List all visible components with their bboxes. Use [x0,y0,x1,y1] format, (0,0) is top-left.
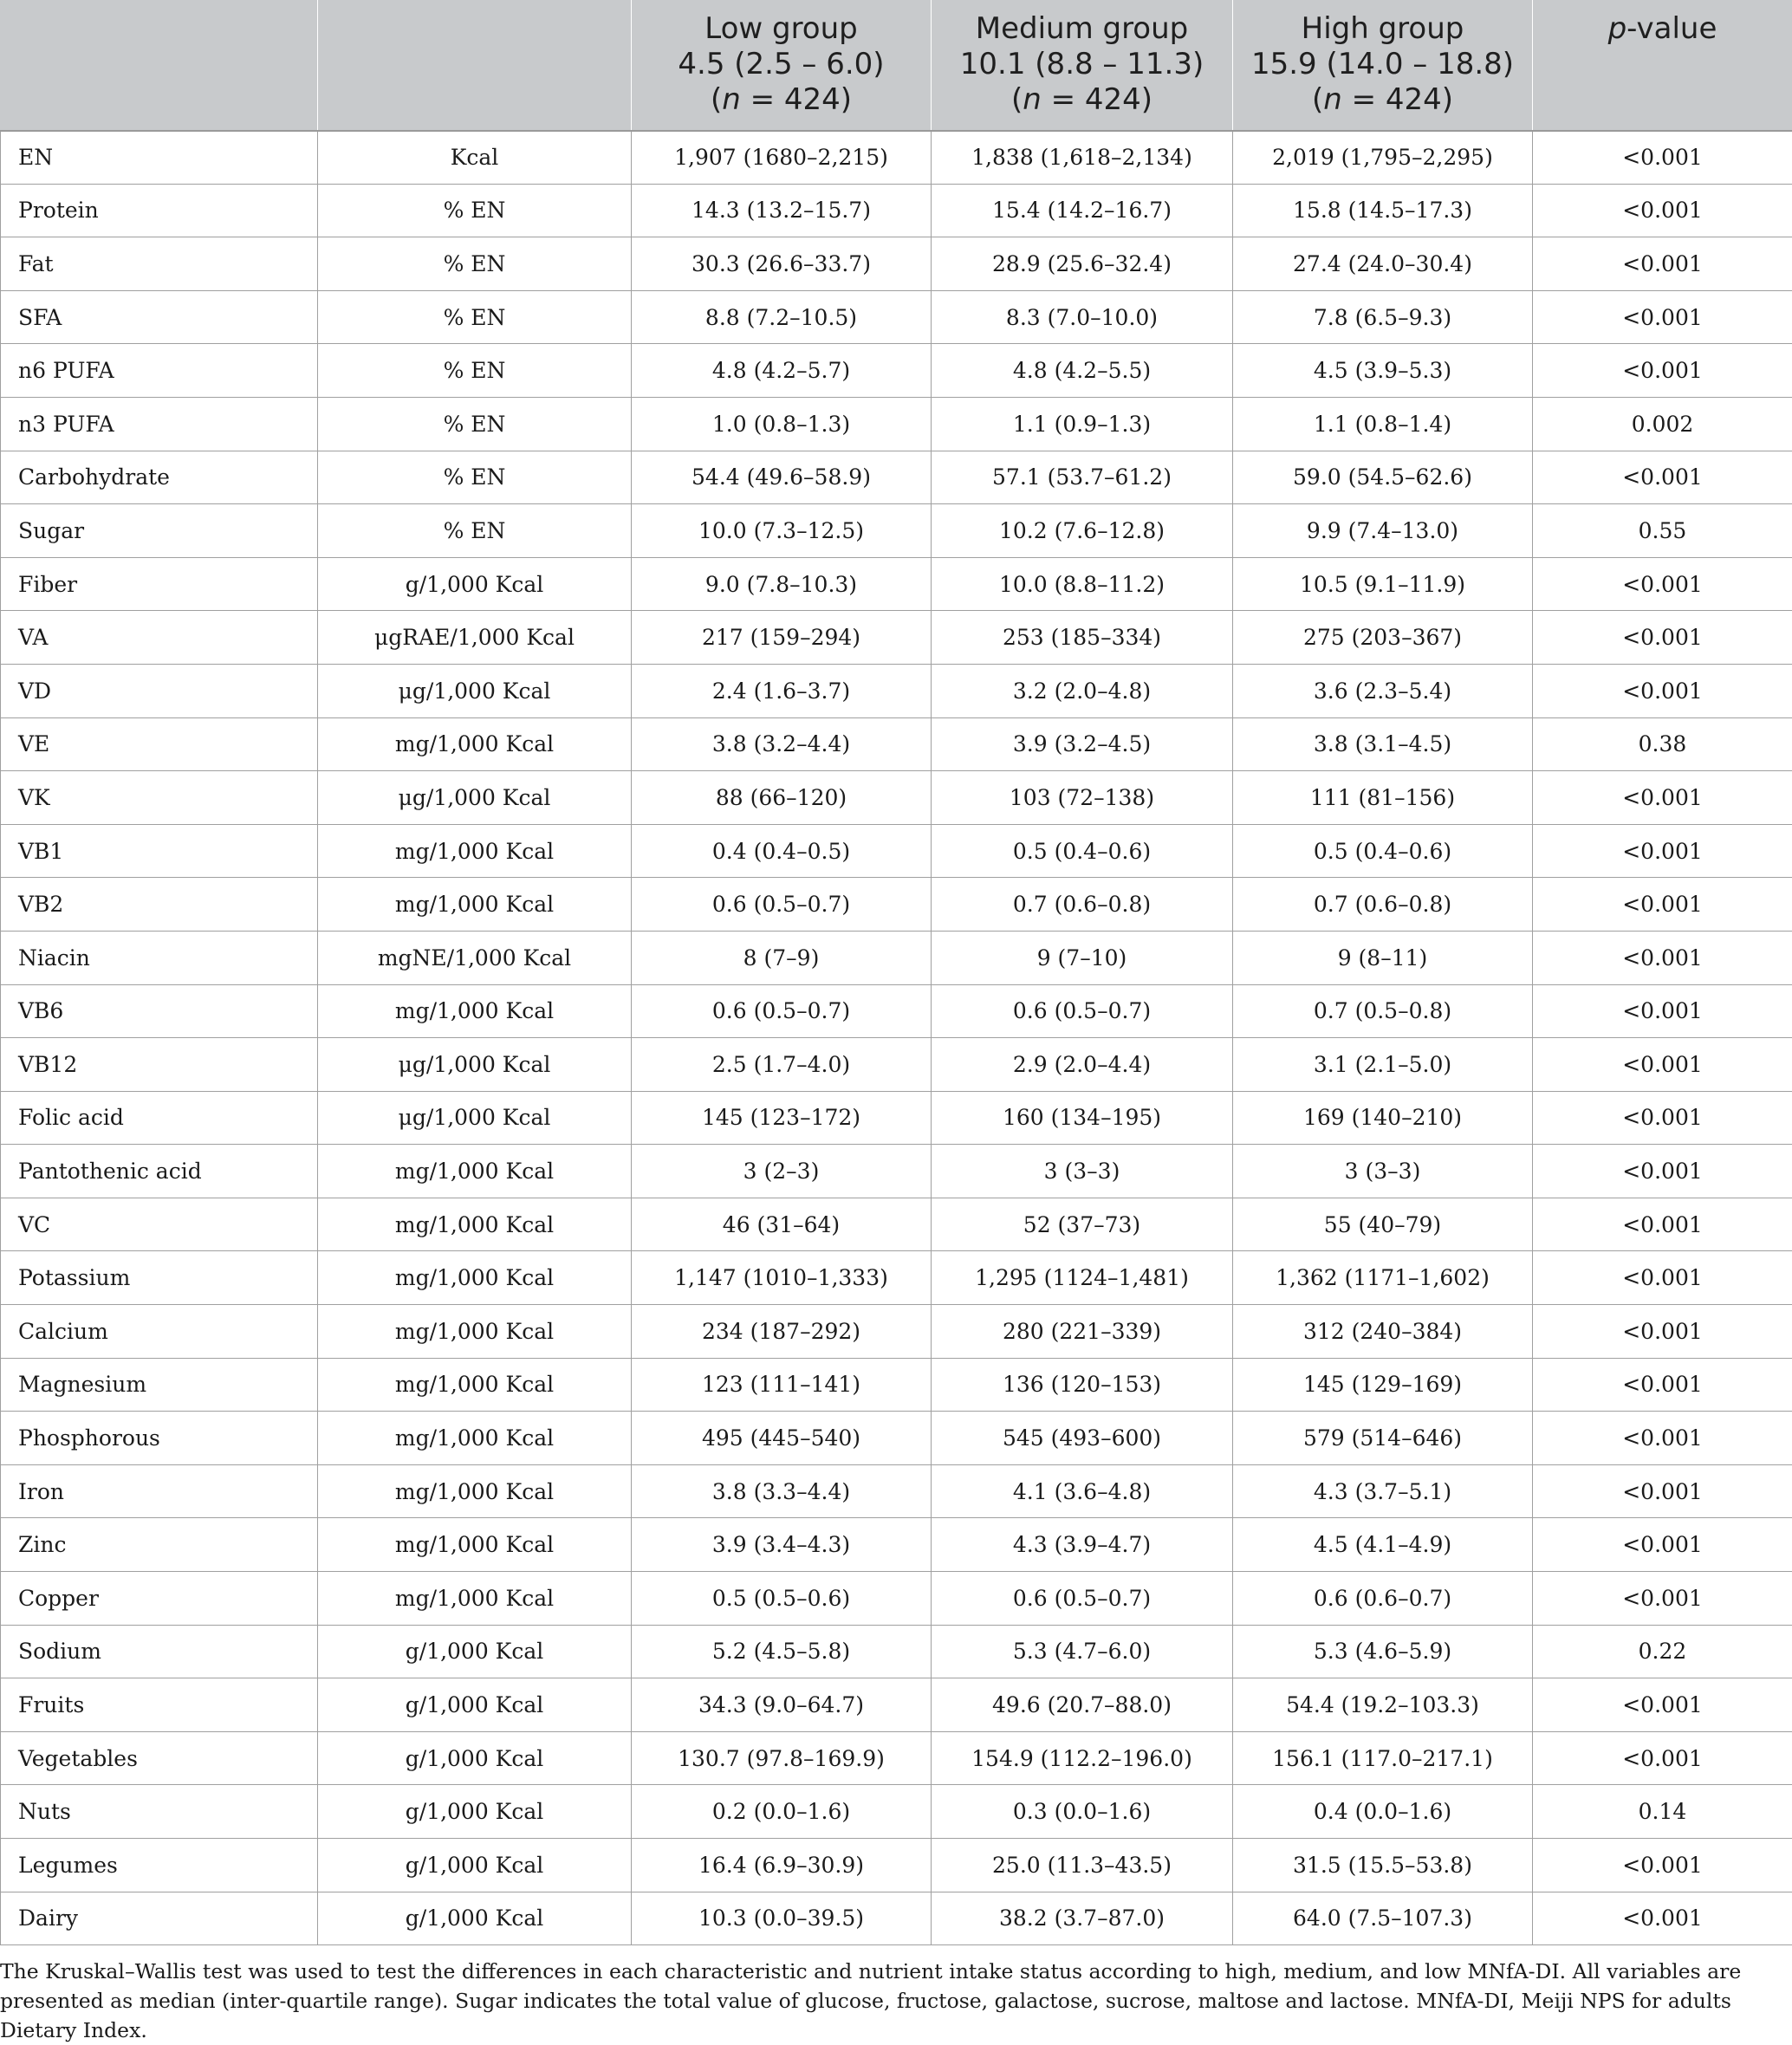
cell-variable: Vegetables [1,1731,318,1785]
cell-unit: mg/1,000 Kcal [318,1358,632,1412]
cell-unit: μgRAE/1,000 Kcal [318,611,632,665]
cell-variable: Phosphorous [1,1412,318,1465]
cell-p-value: <0.001 [1533,664,1792,717]
table-row [1,1038,1792,1092]
cell-high-group: 59.0 (54.5–62.6) [1233,451,1533,504]
cell-medium-group: 0.5 (0.4–0.6) [932,824,1233,878]
cell-p-value: 0.38 [1533,717,1792,771]
cell-p-value: <0.001 [1533,1038,1792,1092]
cell-medium-group: 0.6 (0.5–0.7) [932,1572,1233,1626]
cell-p-value: <0.001 [1533,1464,1792,1518]
cell-low-group: 1.0 (0.8–1.3) [632,397,932,451]
table-row [1,1892,1792,1945]
table-body [1,131,1792,1945]
cell-variable: VK [1,771,318,825]
table-row [1,1839,1792,1892]
cell-medium-group: 5.3 (4.7–6.0) [932,1625,1233,1678]
table-header [1,1,1792,131]
cell-low-group: 8 (7–9) [632,931,932,984]
header-p-value: p-value [1533,1,1792,131]
cell-unit: Kcal [318,131,632,185]
cell-high-group: 4.5 (4.1–4.9) [1233,1518,1533,1572]
cell-high-group: 3.1 (2.1–5.0) [1233,1038,1533,1092]
cell-unit: g/1,000 Kcal [318,1625,632,1678]
cell-high-group: 7.8 (6.5–9.3) [1233,290,1533,344]
cell-low-group: 10.3 (0.0–39.5) [632,1892,932,1945]
cell-p-value: <0.001 [1533,824,1792,878]
cell-variable: VB1 [1,824,318,878]
cell-low-group: 3.8 (3.2–4.4) [632,717,932,771]
table-row [1,1518,1792,1572]
cell-p-value: <0.001 [1533,1145,1792,1198]
cell-medium-group: 1.1 (0.9–1.3) [932,397,1233,451]
header-high-group [1233,1,1533,131]
cell-high-group: 1.1 (0.8–1.4) [1233,397,1533,451]
cell-low-group: 46 (31–64) [632,1198,932,1251]
cell-low-group: 234 (187–292) [632,1305,932,1359]
cell-unit: mg/1,000 Kcal [318,1412,632,1465]
cell-unit: % EN [318,451,632,504]
table-row [1,557,1792,611]
header-unit [318,1,632,131]
cell-p-value: 0.22 [1533,1625,1792,1678]
cell-medium-group: 25.0 (11.3–43.5) [932,1839,1233,1892]
cell-variable: Fat [1,237,318,291]
cell-high-group: 10.5 (9.1–11.9) [1233,557,1533,611]
cell-high-group: 1,362 (1171–1,602) [1233,1251,1533,1305]
cell-p-value: <0.001 [1533,931,1792,984]
cell-variable: Legumes [1,1839,318,1892]
table-row [1,1625,1792,1678]
cell-medium-group: 10.0 (8.8–11.2) [932,557,1233,611]
cell-variable: Calcium [1,1305,318,1359]
header-variable [1,1,318,131]
cell-medium-group: 103 (72–138) [932,771,1233,825]
cell-high-group: 145 (129–169) [1233,1358,1533,1412]
cell-unit: mg/1,000 Kcal [318,878,632,932]
cell-medium-group: 0.7 (0.6–0.8) [932,878,1233,932]
cell-variable: VB6 [1,984,318,1038]
cell-variable: Fruits [1,1678,318,1732]
table-row [1,664,1792,717]
cell-low-group: 3 (2–3) [632,1145,932,1198]
cell-low-group: 3.9 (3.4–4.3) [632,1518,932,1572]
cell-p-value: <0.001 [1533,1572,1792,1626]
cell-low-group: 0.4 (0.4–0.5) [632,824,932,878]
medium-group-name: Medium group [938,11,1225,47]
cell-low-group: 14.3 (13.2–15.7) [632,184,932,237]
table-row [1,717,1792,771]
cell-p-value: <0.001 [1533,451,1792,504]
cell-variable: n3 PUFA [1,397,318,451]
table-row [1,1358,1792,1412]
cell-medium-group: 28.9 (25.6–32.4) [932,237,1233,291]
cell-variable: VD [1,664,318,717]
low-group-name: Low group [639,11,924,47]
table-row [1,771,1792,825]
cell-medium-group: 154.9 (112.2–196.0) [932,1731,1233,1785]
cell-medium-group: 8.3 (7.0–10.0) [932,290,1233,344]
cell-high-group: 27.4 (24.0–30.4) [1233,237,1533,291]
cell-medium-group: 136 (120–153) [932,1358,1233,1412]
high-group-name: High group [1240,11,1525,47]
table-row [1,1464,1792,1518]
cell-medium-group: 52 (37–73) [932,1198,1233,1251]
cell-unit: mg/1,000 Kcal [318,1251,632,1305]
cell-high-group: 312 (240–384) [1233,1305,1533,1359]
cell-low-group: 34.3 (9.0–64.7) [632,1678,932,1732]
cell-variable: VB2 [1,878,318,932]
cell-unit: μg/1,000 Kcal [318,771,632,825]
cell-unit: mg/1,000 Kcal [318,984,632,1038]
cell-low-group: 0.2 (0.0–1.6) [632,1785,932,1839]
table-row [1,931,1792,984]
cell-medium-group: 3.2 (2.0–4.8) [932,664,1233,717]
cell-unit: μg/1,000 Kcal [318,1038,632,1092]
cell-high-group: 579 (514–646) [1233,1412,1533,1465]
cell-medium-group: 280 (221–339) [932,1305,1233,1359]
cell-high-group: 0.7 (0.6–0.8) [1233,878,1533,932]
cell-variable: VB12 [1,1038,318,1092]
cell-high-group: 64.0 (7.5–107.3) [1233,1892,1533,1945]
cell-high-group: 4.3 (3.7–5.1) [1233,1464,1533,1518]
cell-p-value: 0.55 [1533,504,1792,558]
cell-unit: mg/1,000 Kcal [318,1198,632,1251]
cell-variable: Folic acid [1,1091,318,1145]
high-group-range: 15.9 (14.0 – 18.8) [1240,47,1525,82]
cell-variable: n6 PUFA [1,344,318,398]
cell-low-group: 30.3 (26.6–33.7) [632,237,932,291]
cell-variable: Sugar [1,504,318,558]
cell-unit: mg/1,000 Kcal [318,1464,632,1518]
cell-p-value: <0.001 [1533,184,1792,237]
cell-unit: g/1,000 Kcal [318,557,632,611]
medium-group-n: (n = 424) [938,82,1225,118]
cell-unit: mg/1,000 Kcal [318,1305,632,1359]
cell-high-group: 0.4 (0.0–1.6) [1233,1785,1533,1839]
cell-variable: Sodium [1,1625,318,1678]
table-row [1,1731,1792,1785]
cell-p-value: <0.001 [1533,1678,1792,1732]
cell-unit: mg/1,000 Kcal [318,824,632,878]
table-row [1,1785,1792,1839]
cell-medium-group: 15.4 (14.2–16.7) [932,184,1233,237]
cell-high-group: 31.5 (15.5–53.8) [1233,1839,1533,1892]
cell-medium-group: 0.6 (0.5–0.7) [932,984,1233,1038]
cell-high-group: 111 (81–156) [1233,771,1533,825]
cell-p-value: <0.001 [1533,1839,1792,1892]
cell-p-value: <0.001 [1533,1412,1792,1465]
cell-high-group: 0.7 (0.5–0.8) [1233,984,1533,1038]
cell-unit: g/1,000 Kcal [318,1678,632,1732]
cell-medium-group: 160 (134–195) [932,1091,1233,1145]
cell-low-group: 130.7 (97.8–169.9) [632,1731,932,1785]
table-row [1,1572,1792,1626]
cell-medium-group: 4.8 (4.2–5.5) [932,344,1233,398]
cell-unit: g/1,000 Kcal [318,1839,632,1892]
cell-medium-group: 253 (185–334) [932,611,1233,665]
cell-low-group: 217 (159–294) [632,611,932,665]
cell-variable: EN [1,131,318,185]
cell-high-group: 3 (3–3) [1233,1145,1533,1198]
table-row [1,237,1792,291]
cell-low-group: 123 (111–141) [632,1358,932,1412]
cell-variable: Niacin [1,931,318,984]
cell-low-group: 54.4 (49.6–58.9) [632,451,932,504]
cell-medium-group: 57.1 (53.7–61.2) [932,451,1233,504]
cell-variable: SFA [1,290,318,344]
table-row [1,451,1792,504]
cell-unit: g/1,000 Kcal [318,1785,632,1839]
high-group-n: (n = 424) [1240,82,1525,118]
cell-p-value: <0.001 [1533,1305,1792,1359]
cell-variable: Dairy [1,1892,318,1945]
cell-unit: g/1,000 Kcal [318,1731,632,1785]
cell-p-value: <0.001 [1533,237,1792,291]
cell-medium-group: 9 (7–10) [932,931,1233,984]
cell-medium-group: 0.3 (0.0–1.6) [932,1785,1233,1839]
cell-p-value: <0.001 [1533,1198,1792,1251]
cell-p-value: <0.001 [1533,290,1792,344]
cell-variable: VC [1,1198,318,1251]
cell-variable: Magnesium [1,1358,318,1412]
cell-high-group: 9.9 (7.4–13.0) [1233,504,1533,558]
table-row [1,984,1792,1038]
header-row [1,1,1792,131]
cell-unit: mg/1,000 Kcal [318,1572,632,1626]
cell-high-group: 2,019 (1,795–2,295) [1233,131,1533,185]
cell-variable: Potassium [1,1251,318,1305]
cell-variable: Carbohydrate [1,451,318,504]
cell-medium-group: 4.3 (3.9–4.7) [932,1518,1233,1572]
cell-low-group: 5.2 (4.5–5.8) [632,1625,932,1678]
cell-low-group: 10.0 (7.3–12.5) [632,504,932,558]
cell-variable: Fiber [1,557,318,611]
cell-unit: mgNE/1,000 Kcal [318,931,632,984]
cell-high-group: 0.5 (0.4–0.6) [1233,824,1533,878]
header-medium-group [932,1,1233,131]
cell-low-group: 495 (445–540) [632,1412,932,1465]
table-row [1,504,1792,558]
cell-p-value: <0.001 [1533,611,1792,665]
cell-variable: Pantothenic acid [1,1145,318,1198]
table-row [1,290,1792,344]
table-row [1,1145,1792,1198]
table-row [1,344,1792,398]
cell-high-group: 169 (140–210) [1233,1091,1533,1145]
cell-p-value: <0.001 [1533,1518,1792,1572]
cell-medium-group: 1,838 (1,618–2,134) [932,131,1233,185]
table-row [1,397,1792,451]
cell-p-value: <0.001 [1533,557,1792,611]
cell-low-group: 4.8 (4.2–5.7) [632,344,932,398]
cell-unit: mg/1,000 Kcal [318,717,632,771]
cell-low-group: 0.5 (0.5–0.6) [632,1572,932,1626]
cell-high-group: 54.4 (19.2–103.3) [1233,1678,1533,1732]
table-row [1,878,1792,932]
cell-high-group: 3.8 (3.1–4.5) [1233,717,1533,771]
cell-p-value: <0.001 [1533,1091,1792,1145]
cell-p-value: <0.001 [1533,771,1792,825]
cell-p-value: <0.001 [1533,131,1792,185]
table-row [1,824,1792,878]
cell-p-value: <0.001 [1533,344,1792,398]
cell-p-value: 0.002 [1533,397,1792,451]
cell-unit: % EN [318,397,632,451]
cell-unit: % EN [318,184,632,237]
cell-low-group: 0.6 (0.5–0.7) [632,984,932,1038]
cell-high-group: 55 (40–79) [1233,1198,1533,1251]
cell-low-group: 2.5 (1.7–4.0) [632,1038,932,1092]
cell-variable: VE [1,717,318,771]
cell-low-group: 2.4 (1.6–3.7) [632,664,932,717]
cell-high-group: 9 (8–11) [1233,931,1533,984]
cell-high-group: 275 (203–367) [1233,611,1533,665]
cell-medium-group: 3 (3–3) [932,1145,1233,1198]
cell-low-group: 145 (123–172) [632,1091,932,1145]
cell-unit: % EN [318,504,632,558]
cell-p-value: 0.14 [1533,1785,1792,1839]
cell-unit: g/1,000 Kcal [318,1892,632,1945]
cell-low-group: 0.6 (0.5–0.7) [632,878,932,932]
cell-p-value: <0.001 [1533,878,1792,932]
cell-variable: Protein [1,184,318,237]
cell-variable: Nuts [1,1785,318,1839]
cell-low-group: 3.8 (3.3–4.4) [632,1464,932,1518]
cell-low-group: 16.4 (6.9–30.9) [632,1839,932,1892]
cell-unit: % EN [318,290,632,344]
table-row [1,1678,1792,1732]
cell-medium-group: 3.9 (3.2–4.5) [932,717,1233,771]
cell-unit: % EN [318,344,632,398]
cell-p-value: <0.001 [1533,984,1792,1038]
table-footnote: The Kruskal–Wallis test was used to test the differences in each characteristic and nutrient intake status according to high, medium, and low MNfA-DI. All variables are presented as median (inter-quartile range). Sugar indicates the total value of glucose, fructose, galactose, sucrose, maltose and lactose. MNfA-DI, Meiji NPS for adults Dietary Index. [0,1957,1768,2045]
cell-variable: Zinc [1,1518,318,1572]
cell-medium-group: 38.2 (3.7–87.0) [932,1892,1233,1945]
cell-p-value: <0.001 [1533,1251,1792,1305]
table-row [1,131,1792,185]
cell-medium-group: 2.9 (2.0–4.4) [932,1038,1233,1092]
cell-medium-group: 49.6 (20.7–88.0) [932,1678,1233,1732]
cell-p-value: <0.001 [1533,1358,1792,1412]
cell-variable: Iron [1,1464,318,1518]
cell-unit: % EN [318,237,632,291]
cell-unit: μg/1,000 Kcal [318,664,632,717]
cell-low-group: 8.8 (7.2–10.5) [632,290,932,344]
cell-high-group: 4.5 (3.9–5.3) [1233,344,1533,398]
cell-unit: mg/1,000 Kcal [318,1145,632,1198]
cell-high-group: 3.6 (2.3–5.4) [1233,664,1533,717]
cell-p-value: <0.001 [1533,1892,1792,1945]
low-group-range: 4.5 (2.5 – 6.0) [639,47,924,82]
cell-low-group: 1,907 (1680–2,215) [632,131,932,185]
cell-high-group: 5.3 (4.6–5.9) [1233,1625,1533,1678]
cell-high-group: 15.8 (14.5–17.3) [1233,184,1533,237]
table-row [1,1091,1792,1145]
cell-medium-group: 10.2 (7.6–12.8) [932,504,1233,558]
low-group-n: (n = 424) [639,82,924,118]
cell-high-group: 0.6 (0.6–0.7) [1233,1572,1533,1626]
cell-high-group: 156.1 (117.0–217.1) [1233,1731,1533,1785]
cell-unit: μg/1,000 Kcal [318,1091,632,1145]
cell-variable: Copper [1,1572,318,1626]
header-low-group [632,1,932,131]
table-row [1,1412,1792,1465]
table-row [1,1198,1792,1251]
cell-low-group: 88 (66–120) [632,771,932,825]
table-row [1,1251,1792,1305]
cell-low-group: 9.0 (7.8–10.3) [632,557,932,611]
table-row [1,611,1792,665]
table-row [1,1305,1792,1359]
cell-medium-group: 545 (493–600) [932,1412,1233,1465]
cell-low-group: 1,147 (1010–1,333) [632,1251,932,1305]
cell-unit: mg/1,000 Kcal [318,1518,632,1572]
cell-medium-group: 4.1 (3.6–4.8) [932,1464,1233,1518]
table-row [1,184,1792,237]
cell-medium-group: 1,295 (1124–1,481) [932,1251,1233,1305]
medium-group-range: 10.1 (8.8 – 11.3) [938,47,1225,82]
cell-p-value: <0.001 [1533,1731,1792,1785]
cell-variable: VA [1,611,318,665]
